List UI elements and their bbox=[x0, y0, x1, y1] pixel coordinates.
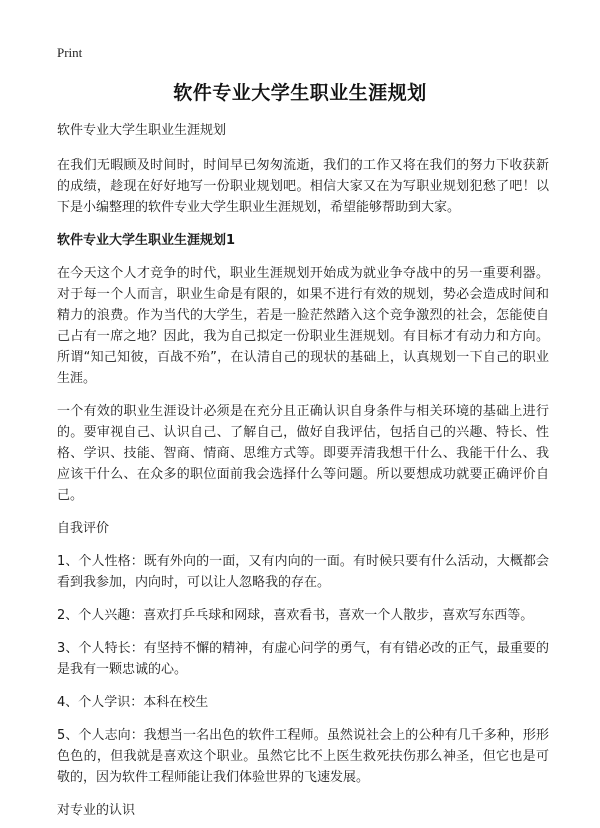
article-intro-paragraph: 在我们无暇顾及时间时，时间早已匆匆流逝，我们的工作又将在我们的努力下收获新的成绩，趁现在好好地写一份职业规划吧。相信大家又在为写职业规划犯愁了吧！以下是小编整理的软件专业大学生职业生涯规划，希望能够帮助到大家。 bbox=[57, 158, 549, 215]
list-item: 5、个人志向：我想当一名出色的软件工程师。虽然说社会上的公种有几千多种，形形色色的，但我就是喜欢这个职业。虽然它比不上医生救死扶伤那么神圣，但它也是可敬的，因为软件工程师能让我们体验世界的飞速发展。 bbox=[57, 728, 549, 785]
list-item: 1、个人性格：既有外向的一面，又有内向的一面。有时候只要有什么活动，大概都会看到我参加，内向时，可以让人忽略我的存在。 bbox=[57, 554, 549, 590]
section-heading-self-evaluation: 自我评价 bbox=[57, 521, 110, 536]
paragraph-competition: 在今天这个人才竞争的时代，职业生涯规划开始成为就业争夺战中的另一重要利器。对于每一个人而言，职业生命是有限的，如果不进行有效的规划，势必会造成时间和精力的浪费。作为当代的大学生，若是一脸茫然踏入这个竞争激烈的社会，怎能使自己占有一席之地？因此，我为自己拟定一份职业生涯规划。有目标才有动力和方向。所谓“知己知彼，百战不殆”，在认清自己的现状的基础上，认真规划一下自己的职业生涯。 bbox=[57, 266, 549, 386]
list-item: 2、个人兴趣：喜欢打乒乓球和网球，喜欢看书，喜欢一个人散步，喜欢写东西等。 bbox=[57, 608, 534, 623]
paragraph-career-design: 一个有效的职业生涯设计必须是在充分且正确认识自身条件与相关环境的基础上进行的。要审视自己、认识自己、了解自己，做好自我评估，包括自己的兴趣、特长、性格、学识、技能、智商、情商、思维方式等。即要弄清我想干什么、我能干什么、我应该干什么、在众多的职位面前我会选择什么等问题。所以要想成功就要正确评价自己。 bbox=[57, 404, 549, 503]
article-intro-heading: 软件专业大学生职业生涯规划 bbox=[57, 123, 227, 138]
section-heading-major: 对专业的认识 bbox=[57, 803, 136, 818]
page-title: 软件专业大学生职业生涯规划 bbox=[173, 82, 427, 104]
list-item: 3、个人特长：有坚持不懈的精神，有虚心问学的勇气，有有错必改的正气，最重要的是我有一颗忠诚的心。 bbox=[57, 641, 549, 677]
article-body bbox=[57, 120, 549, 828]
list-item: 4、个人学识：本科在校生 bbox=[57, 695, 209, 710]
print-link[interactable]: Print bbox=[57, 45, 83, 60]
section-subtitle: 软件专业大学生职业生涯规划1 bbox=[57, 233, 236, 248]
